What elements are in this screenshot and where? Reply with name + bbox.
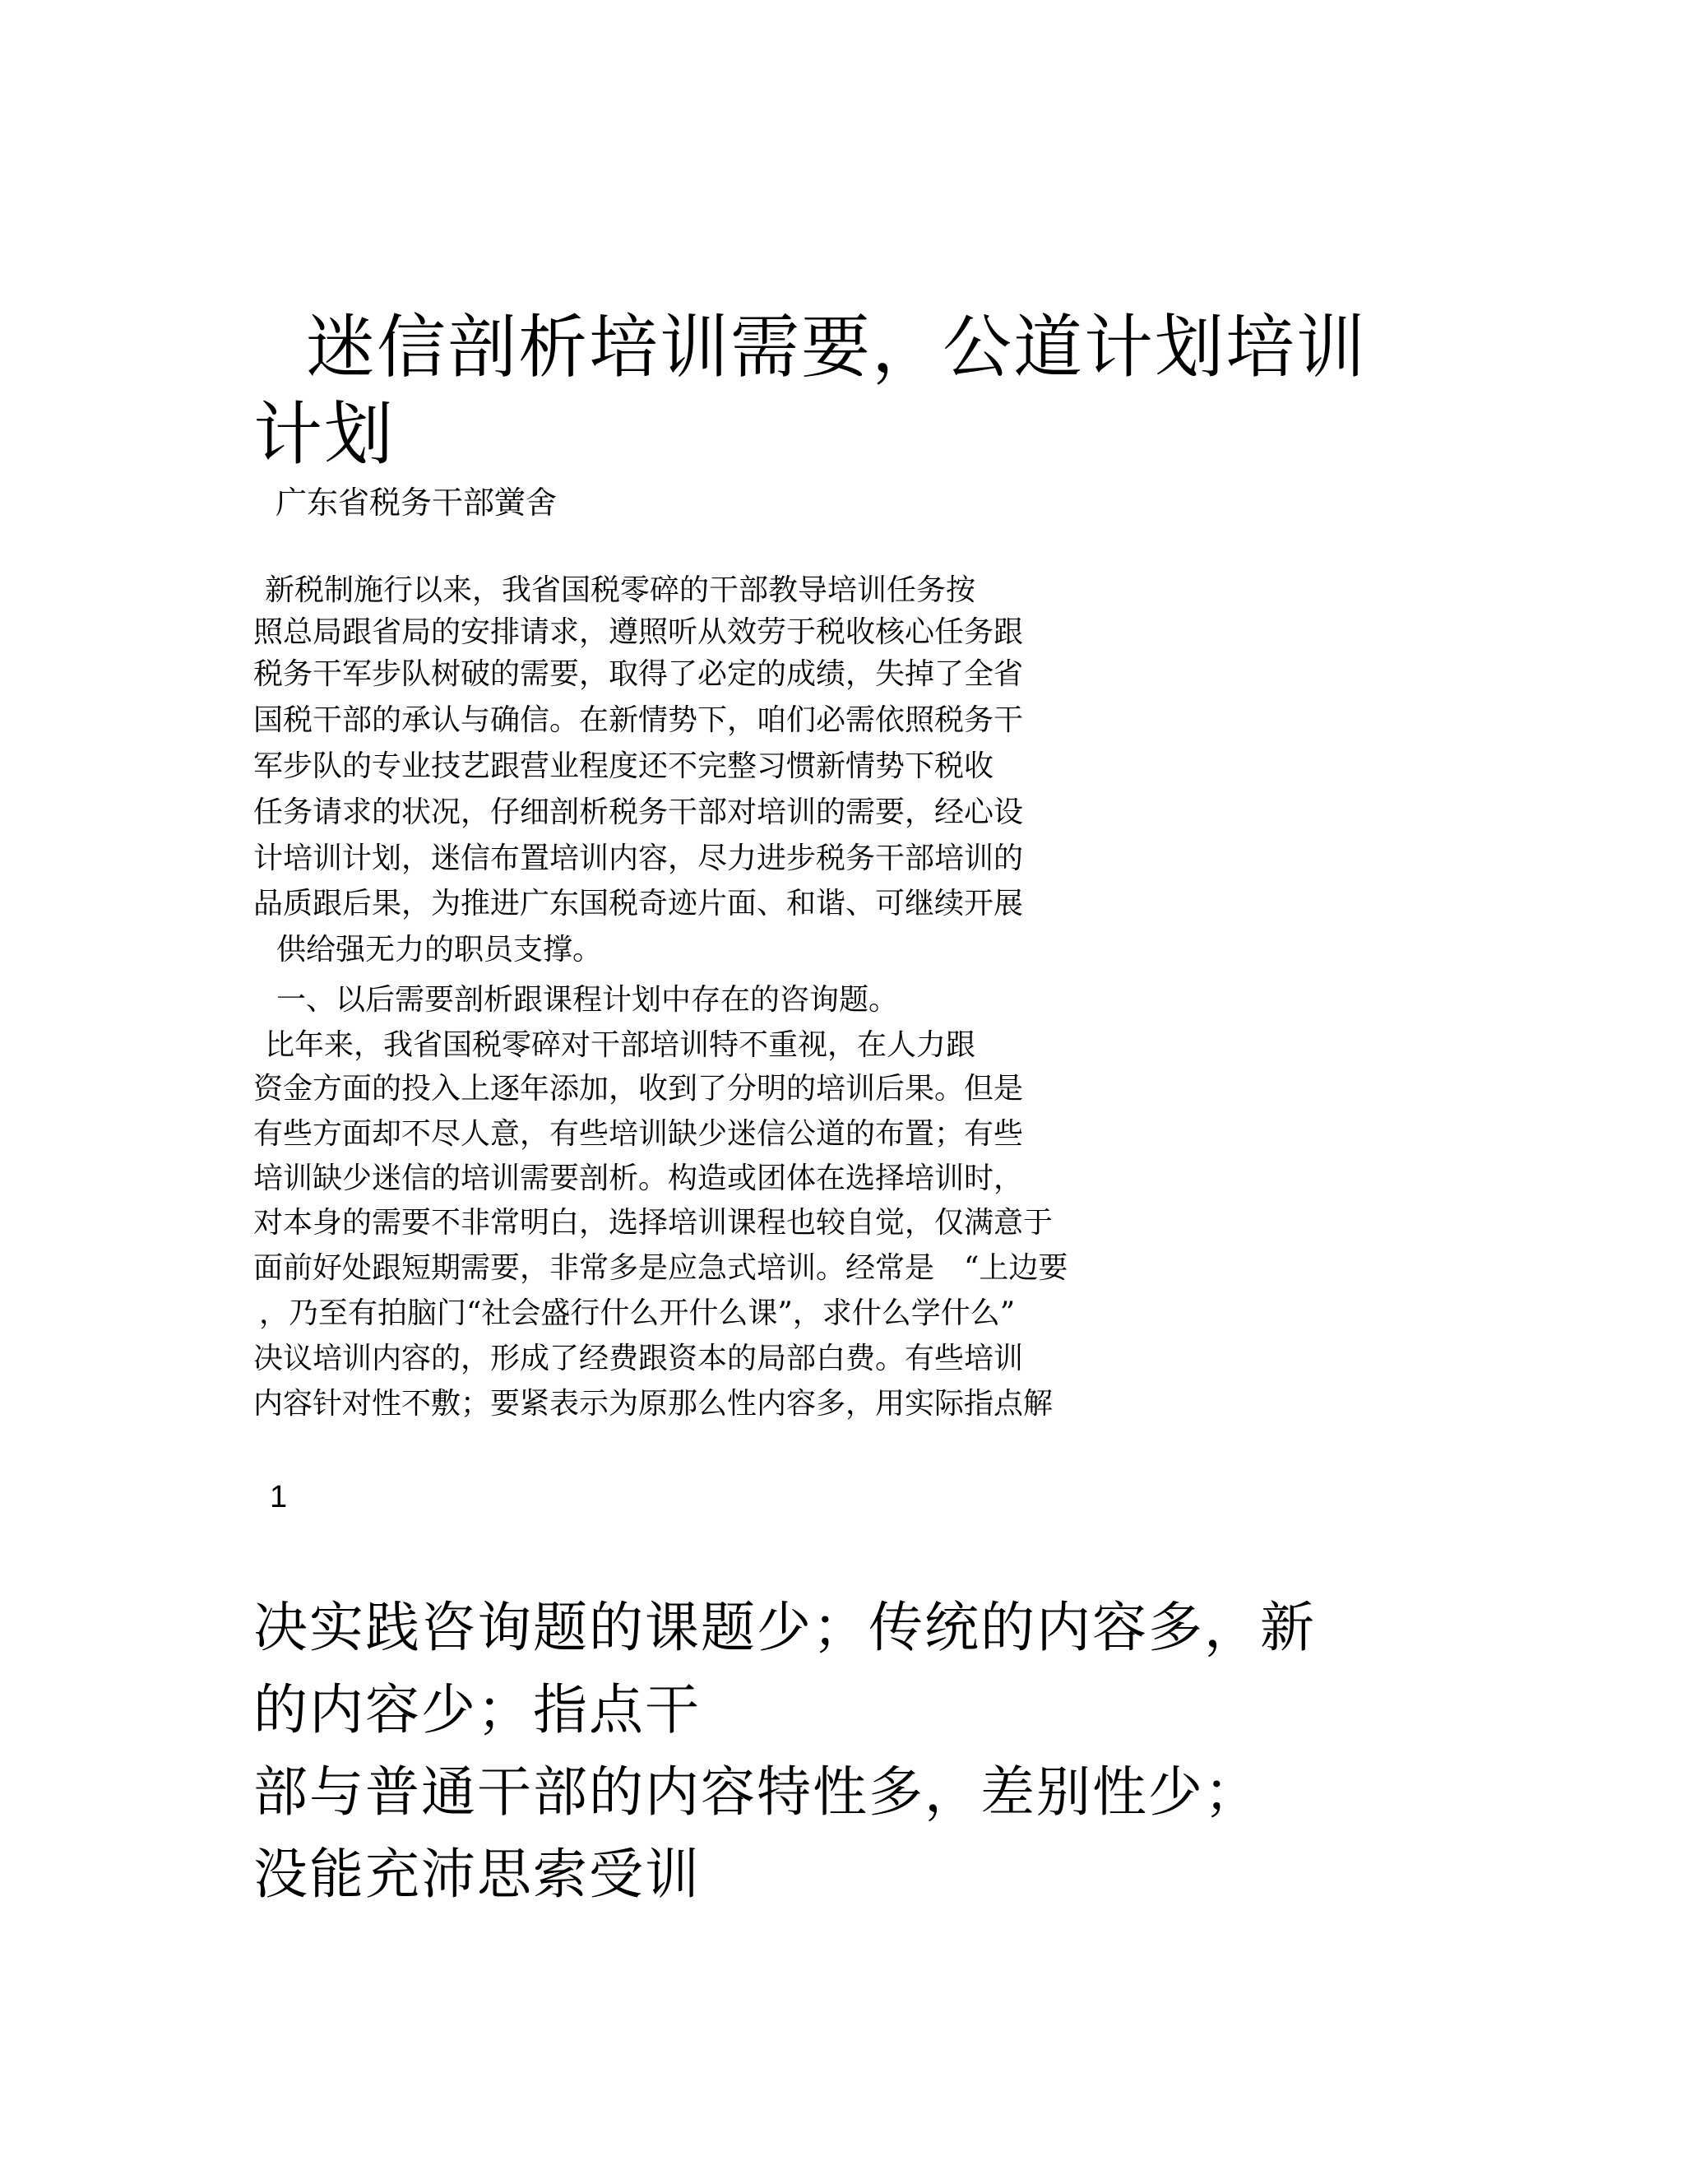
body-line-6: 任务请求的状况，仔细剖析税务干部对培训的需要，经心设: [253, 795, 1024, 829]
body-line-11: 比年来，我省国税零碎对干部培训特不重视，在人力跟: [265, 1028, 976, 1062]
body-line-14: 培训缺少迷信的培训需要剖析。构造或团体在选择培训时，: [253, 1162, 1024, 1195]
document-author: 广东省税务干部黉舍: [276, 485, 558, 521]
body-line-1: 新税制施行以来，我省国税零碎的干部教导培训任务按: [265, 573, 976, 607]
body-line-3: 税务干军步队树破的需要，取得了必定的成绩，失掉了全省: [253, 657, 1024, 691]
body-line-19: 内容针对性不敷；要紧表示为原那么性内容多，用实际指点解: [253, 1387, 1054, 1421]
body-line-9: 供给强无力的职员支撑。: [276, 933, 603, 967]
body-line-12: 资金方面的投入上逐年添加，收到了分明的培训后果。但是: [253, 1072, 1024, 1106]
body-line-5: 军步队的专业技艺跟营业程度还不完整习惯新情势下税收: [253, 749, 994, 783]
document-title-line-2: 计划: [253, 394, 396, 475]
body-line-13: 有些方面却不尽人意，有些培训缺少迷信公道的布置；有些: [253, 1117, 1024, 1151]
continuation-line-3: 部与普通干部的内容特性多，差别性少；: [253, 1760, 1260, 1824]
body-line-16: 面前好处跟短期需要，非常多是应急式培训。经常是 “上边要: [253, 1251, 1068, 1285]
continuation-line-4: 没能充沛思索受训: [253, 1843, 701, 1906]
document-title-line-1: 迷信剖析培训需要，公道计划培训: [306, 307, 1368, 387]
body-line-10: 一、以后需要剖析跟课程计划中存在的咨询题。: [276, 983, 899, 1017]
body-line-7: 计培训计划，迷信布置培训内容，尽力进步税务干部培训的: [253, 842, 1024, 875]
continuation-line-2: 的内容少；指点干: [253, 1678, 701, 1741]
body-line-8: 品质跟后果，为推进广东国税奇迹片面、和谐、可继续开展: [253, 887, 1024, 920]
body-line-2: 照总局跟省局的安排请求，遵照听从效劳于税收核心任务跟: [253, 615, 1024, 649]
page-number: 1: [270, 1480, 288, 1514]
body-line-15: 对本身的需要不非常明白，选择培训课程也较自觉，仅满意于: [253, 1206, 1054, 1240]
body-line-4: 国税干部的承认与确信。在新情势下，咱们必需依照税务干: [253, 703, 1024, 737]
body-line-17: ，乃至有拍脑门“社会盛行什么开什么课”，求什么学什么”: [259, 1296, 1016, 1330]
body-line-18: 决议培训内容的，形成了经费跟资本的局部白费。有些培训: [253, 1342, 1024, 1375]
continuation-line-1: 决实践咨询题的课题少；传统的内容多，新: [253, 1596, 1316, 1659]
